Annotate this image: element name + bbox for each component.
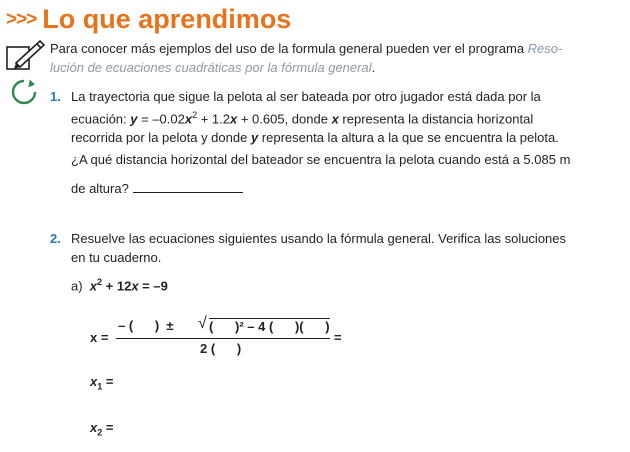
intro-paragraph xyxy=(50,39,625,77)
q1-question-end: de altura? xyxy=(71,179,243,198)
q1-line-2: ecuación: $y = -0.02x^2 + 1.2x + 0.605$, donde x representa la distancia horizontal xyxy=(71,110,534,127)
x1-line: $x_1$ = xyxy=(90,374,114,392)
part-label: a) xyxy=(71,278,83,294)
formula-radicand: ( )² – 4 ( )( ) xyxy=(209,319,330,334)
formula-rhs: = xyxy=(334,330,342,345)
formula-numerator: – ( ) ± xyxy=(118,318,174,333)
x2-line: $x_2$ = xyxy=(90,420,114,438)
radical-sign: √ xyxy=(198,315,207,332)
pencil-note-icon xyxy=(4,38,46,74)
fraction-bar xyxy=(116,338,330,339)
question-2-number: 2. xyxy=(50,231,61,246)
question-1-number: 1. xyxy=(50,89,61,104)
page-title: Lo que aprendimos xyxy=(42,3,292,34)
program-link-start[interactable]: Reso- xyxy=(527,41,563,56)
q1-line-3: recorrida por la pelota y donde y representa la altura a la que se encuentra la pelota. xyxy=(71,130,559,146)
q2-line-1: Resuelve las ecuaciones siguientes usando la fórmula general. Verifica las soluciones xyxy=(71,231,567,246)
cycle-arrow-icon xyxy=(10,78,38,106)
answer-blank[interactable] xyxy=(133,180,243,193)
quadratic-formula xyxy=(90,315,360,359)
formula-lhs: x = xyxy=(90,330,109,345)
chevrons-icon: >>> xyxy=(6,8,37,30)
q2-line-2: en tu cuaderno. xyxy=(71,250,162,265)
section-header xyxy=(6,2,291,36)
question-1-text xyxy=(71,87,605,147)
question-2-text xyxy=(71,229,605,267)
intro-end: . xyxy=(371,60,376,75)
q2-part-a: a) $x^2 + 12x = -9$ xyxy=(71,277,168,294)
q1-line-1: La trayectoria que sigue la pelota al ser bateada por otro jugador está dada por la xyxy=(71,89,541,104)
formula-denominator: 2 ( ) xyxy=(200,341,242,356)
q1-question: ¿A qué distancia horizontal del bateador se encuentra la pelota cuando está a 5.085 m xyxy=(71,152,571,167)
intro-text: Para conocer más ejemplos del uso de la formula general pueden ver el programa xyxy=(50,41,528,56)
program-link-end[interactable]: lución de ecuaciones cuadráticas por la fórmula general xyxy=(50,60,372,75)
